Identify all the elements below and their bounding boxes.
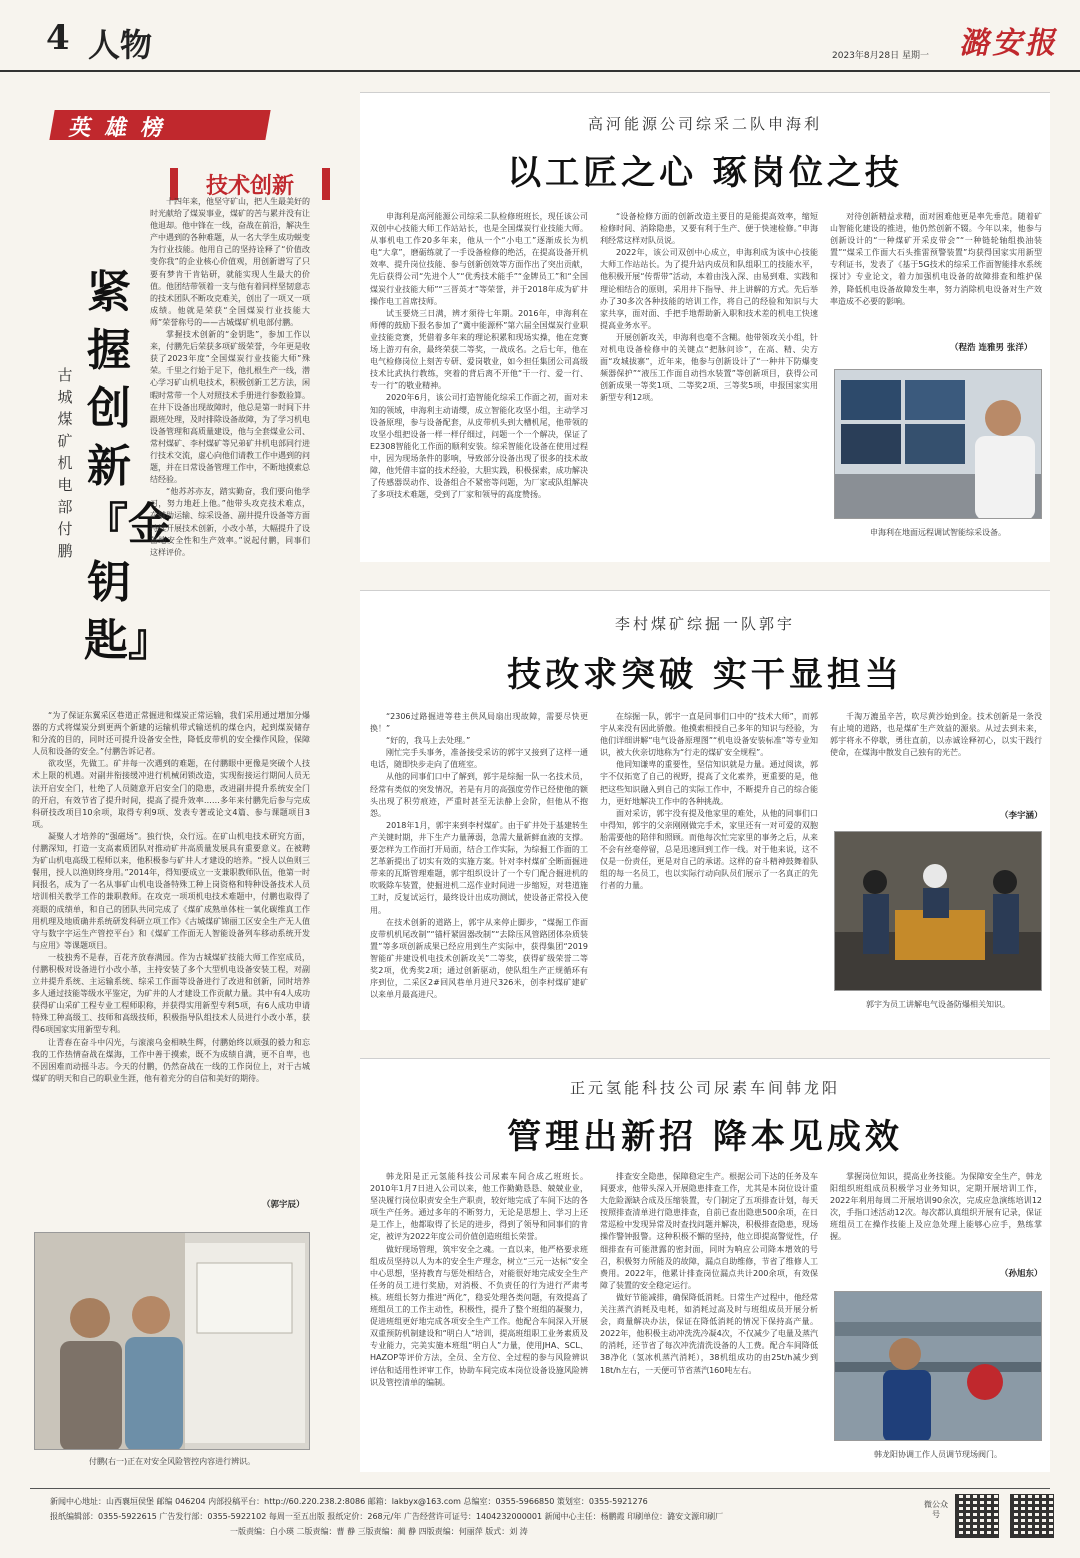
story-2-caption: 郭宇为员工讲解电气设备防爆相关知识。: [866, 1000, 1010, 1009]
story-2-col-2: [600, 711, 818, 1021]
paragraph: 掌握技术创新的“金钥匙”，参加工作以来，付鹏先后荣获多项矿级荣誉，今年更是收获了2023年度“全国煤炭行业技能大师”殊荣。千里之行始于足下，他扎根生产一线，潜心学习矿山机电技术，积极创新工艺方法，闲暇时常带一个人对照技术手册进行参数验算。在井下设备出现故障时，他总是第一时间下井跟班处理，及时排除设备故障，为了学习机电设备管理和高质量建设，他与全套煤业公司、常村煤矿、李村煤矿等兄弟矿井机电部同行进行技术交流，虚心向他们请教工作中遇到的问题，并在日常设备管理工作中，不断地摸索总结经验。: [150, 330, 310, 485]
left-story-photo: [34, 1232, 310, 1450]
newspaper-logo: 潞安报: [957, 26, 1064, 61]
story-2-subtitle: 李村煤矿综掘一队郭宇: [614, 615, 795, 633]
left-story-subtitle: 古城煤矿机电部付鹏: [57, 366, 73, 560]
story-3-col-1: [370, 1171, 588, 1467]
paragraph: 刚忙完手头事务，准备接受采访的郭宇又接到了这样一通电话，随即快步走向了值班室。: [370, 748, 588, 770]
paragraph: 一枝独秀不是春，百花齐放春满园。作为古城煤矿技能大师工作室成员，付鹏积极对设备进行小改小革，主持安装了多个大型机电设备安装工程，对副立井提升系统、主运输系统、综采工作面等设备进行了改进和创新，同时培养多人通过技能等级水平鉴定，为矿井的人才建设工作贡献力量。其中有4人成功获得矿山采矿工程专业工程师职称，并获得实用新型专利5项，有6人成功申请特殊工种高级工、技师和高级技师，积极指导队组技术人员进行小改小革，获得6项国家实用新型专利。: [32, 952, 310, 1035]
paragraph: 在综掘一队，郭宇一直是同事们口中的“技术大师”，而郭宇从来没有因此骄傲。他摸索相授自己多年的知识与经验，为他们详细讲解“电气设备原理图”“机电设备安装标准”等专业知识，被大伙亲切地称为“行走的煤矿安全规程”。: [600, 712, 818, 758]
paragraph: 掌握岗位知识，提高业务技能。为保障安全生产，韩龙阳组织班组成员积极学习业务知识，定期开展培训工作，2022年利用每周二开展培训90余次，完成应急演练培训12次，手指口述活动12次。每次都认真组织开展有记录，保证班组员工在操作技能上及应急处理上能够心应手，熟练掌握。: [830, 1172, 1042, 1242]
paragraph: “2306过路掘进等巷主供风局扇出现故障，需要尽快更换！”: [370, 712, 588, 734]
paragraph: “他苏苏亦友，踏实勤奋，我们要向他学习，努力地赶上他。”他带头攻克技术难点，在辅助运输、综采设备、副井提升设备等方面持续开展技术创新，小改小革，大幅提升了设备地安全性和生产效率。”说起付鹏，同事们这样评价。: [150, 487, 310, 557]
story-2-byline: （李宇涵）: [1000, 811, 1043, 821]
masthead: [0, 0, 1080, 72]
paragraph: 千淘万漉虽辛苦，吹尽黄沙始到金。技术创新是一条没有止境的道路，也是煤矿生产效益的源泉。从过去到未来，郭宇将永不停歇，勇往直前，以赤诚诠释初心，以实干践行使命，在煤海中散发自己独有的光芒。: [830, 712, 1042, 758]
qr-label: 微公众号: [924, 1500, 948, 1519]
story-3-subtitle: 正元氢能科技公司尿素车间韩龙阳: [569, 1079, 840, 1097]
category-label: 技术创新: [170, 168, 330, 200]
paragraph: 韩龙阳是正元氢能科技公司尿素车间合成乙班班长。2010年1月7日进入公司以来，他工作勤勤恳恳、兢兢业业，坚决履行岗位职责安全生产职责，较好地完成了车间下达的各项生产任务。通过多年的不断努力，无论是思想上、学习上还是工作上，他都取得了长足的进步，得到了领导和同事们的肯定，被评为2022年度公司价值创造班组长荣誉。: [370, 1172, 588, 1242]
paragraph: 欲攻坚，先做工。矿井每一次遇到的难题，在付鹏眼中更像是突破个人技术上限的机遇。对副井衔接缓冲进行机械闭锁改造，实现衔接运行期间人员无法开启安全门，杜绝了人员随意开启安全门的隐患，改进副井提升系统安全门的开启，有效节省了提升时间，提高了提升效率……多年来付鹏先后参与完成科研技改项目10余项，取得专利9项、发表专著或论文4篇、参与课题项目3项。: [32, 759, 310, 829]
photo-workshop-training: [835, 832, 1042, 991]
paragraph: 开展创新攻关，申海利也毫不含糊。他带领攻关小组，针对机电设备检修中的关键点“把脉问诊”，在高、精、尖方面“攻城拔寨”，近年来，他参与创新设计了“一种井下防爆变频器保护”“液压工作面自动挡水装置”等创新项目，获得公司创新成果一等奖1项、二等奖2项、三等奖5项，申报国家实用新型专利12项。: [600, 332, 818, 403]
photo-two-men-at-board: [35, 1233, 310, 1450]
photo-control-room: [835, 370, 1042, 519]
story-3-caption: 韩龙阳协调工作人员调节现场阀门。: [874, 1450, 1002, 1459]
paragraph: 对待创新精益求精，面对困难他更是率先垂范。随着矿山智能化建设的推进，他仍然创新不辍。今年以来，他参与创新设计的“一种煤矿开采皮带会”“一种链轮轴组换油装置”“煤采工作面大石头推雷预警装置”均获得国家实用新型专利证书，发表了《基于5G技术的综采工作面智能排水系统探讨》专业论文，着力加强机电设备的故障排查和维护保养，降低机电设备故障发生率，努力消除机电设备对生产效率造成不必要的影响。: [830, 212, 1042, 306]
paragraph: “设备检修方面的创新改造主要目的是能提高效率，缩短检修时间、消除隐患，又要有利于生产、便于快速检修。”申海利经常这样对队员说。: [600, 212, 818, 246]
story-2-title: 技改求突破 实干显担当: [507, 655, 903, 695]
story-2-photo: [834, 831, 1042, 991]
paragraph: 做好现场管理，筑牢安全之魂。一直以来，他严格要求班组成员坚持以人为本的安全生产理念，树立“三元一达标”安全中心思想，坚持教育与惩处相结合，对能很好地完成安全生产任务的员工进行奖励，对消极、不负责任的行为进行严肃考核。班组长努力推进“两化”，稳妥处理各类问题，有效提高了班组员工的工作主动性，积极性，提升了整个班组的凝聚力，促进班组更好地完成各项安全生产工作。他配合车间深入开展双重预防机制建设和“明白人”培训，提高班组职工业务素质及专业能力，完美实施本班组“明白人”力量，使用JHA、SCL、HAZOP等评价方法，全员、全方位、全过程的参与风险辨识评估和适用性评审工作，协助车间完成本岗位设备设施风险辨识及管控清单的编制。: [370, 1244, 588, 1387]
story-1-title: 以工匠之心 琢岗位之技: [507, 153, 903, 193]
paragraph: 面对采访，郭宇没有提及他家里的难处，从他的同事们口中得知，郭宇的父亲刚刚做完手术，家里还有一对可爱的双胞胎需要他的陪伴和照顾。而他每次忙完家里的事务之后，从来不会有丝毫停留，总是迅速回到工作一线。对于他来说，这不仅是一份责任，更是对自己的承诺。这样的奋斗精神鼓舞着队组的每一名员工，也以实际行动向队员们展示了一名真正的先行者的力量。: [600, 808, 818, 891]
story-1-col-2: [600, 211, 818, 551]
story-3-panel: [360, 1058, 1050, 1472]
paragraph: 申海利是高河能源公司综采二队检修班班长，现任该公司双创中心技能大师工作站站长，也是全国煤炭行业技能大师。从事机电工作20多年来，他从一个“小电工”逐渐成长为机电“大拿”，磨砺练就了一手设备检修的绝活，在提高设备开机效率、提升岗位技能、参与创新创效等方面作出了突出贡献，先后获得公司“先进个人”“优秀技术能手”“金牌员工”和“全国煤炭行业技能大师”“三晋英才”等荣誉，并于2018年成为矿井操作电工首席技师。: [370, 212, 588, 306]
left-story-caption: 付鹏(右一)正在对安全风险管控内容进行辨识。: [88, 1457, 256, 1466]
paragraph: 排查安全隐患，保障稳定生产。根据公司下达的任务及车间要求，他带头深入开展隐患排查工作，尤其是本岗位设计重大危险源缺合成及压缩装置，专门制定了五项排查计划，每天按照排查清单进行隐患排查，自前已查出隐患500余项，在日常巡检中发现异常及时查找问题并解决，积极排查隐患，现场操作警钟报警。这种积极不懈的坚持，他立即提高警觉性，仔细排查有可能泄露的密封面，同时为响应公司降本增效的号召，积极努力所能及的故障，漏点自助维修，节省了维修人工费用。2022年，他累计排查岗位漏点共计200余项，有效保障了装置的安全稳定运行。: [600, 1172, 818, 1290]
paragraph: 让青春在奋斗中闪光，与滚滚乌金相映生辉，付鹏始终以顽强的毅力和忘我的工作热情奋战在煤海，工作中善于摸索，既不为成绩自满，更不自卑，也不因困难而动摇斗志。今天的付鹏，仍然奋战在一线的工作岗位上，对于古城煤矿的明天和自己的职业生涯，他有着充分的自信和美好的期待。: [32, 1037, 310, 1083]
story-3-byline: （孙旭东）: [1000, 1269, 1043, 1279]
paragraph: 试玉要烧三日满，辨才须待七年期。2016年，申海利在师傅的鼓励下报名参加了“冀中能源杯”第六届全国煤炭行业职业技能竞赛，凭借着多年来的理论积累和现场实操，他在竞赛场上游刃有余，最终荣获二等奖，一战成名。之后七年，他在电气检修岗位上刻苦专研、爱岗敬业，如今担任集团公司高级技术比武执行教练，突着的背后离不开他“干一行、爱一行、专一行”的敬业精神。: [370, 308, 588, 391]
qr-code-icon: [955, 1494, 999, 1538]
page-number: 4: [46, 18, 70, 58]
story-1-byline: （程浩 连雅男 张洋）: [950, 343, 1033, 353]
story-1-photo: [834, 369, 1042, 519]
story-2-col-3: [830, 711, 1042, 809]
paragraph: “为了保证东翼采区巷道正常掘进和煤炭正常运输，我们采用通过增加分爆器的方式将煤炭分到更两个新建的运输机带式输送机的煤仓内，起到煤炭储存和分流的目的，同时还可提升设备安全性，降低皮带机的安全操作风险，保障人员和设备的安全。”付鹏告诉记者。: [32, 711, 310, 757]
story-1-panel: [360, 92, 1050, 562]
footer-line-3: 一版责编：白小瑛 二版责编：曹 静 三版责编：蔺 静 四版责编：何丽萍 版式：刘 涛: [230, 1527, 528, 1536]
left-story-body-top: [150, 196, 310, 706]
paragraph: 2022年，该公司双创中心成立，申海利成为该中心技能大师工作站站长。为了提升站内成员和队组职工的技能水平，他积极开展“传帮带”活动，本着由浅入深、由易到难、实践和理论相结合的原则，采用井下指导、井上讲解的方式。先后举办了30多次各种技能的培训工作，将自己的经验和知识与大家共享，面对面、手把手地帮助新入职和技术差的机电工快速提高业务水平。: [600, 248, 818, 330]
paragraph: 从他的同事们口中了解到，郭宇是综掘一队一名技术员，经常有类似的突发情况，若是有月的高强度劳作已经使他的额头出现了积劳痕迹，严重时甚至无法静上会阶，但他从不抱怨。: [370, 772, 588, 818]
qr-code-icon: [1010, 1494, 1054, 1538]
story-1-col-1: [370, 211, 588, 551]
paragraph: 他同知谦卑的重要性，坚信知识就是力量。通过阅读，郭宇不仅拓宽了自己的视野，提高了文化素养，更重要的是，他把这些知识融入到自己的实际工作中，不断提升自己的综合能力，更好地解决工作中的各种挑战。: [600, 760, 818, 806]
story-2-panel: [360, 590, 1050, 1030]
story-3-col-2: [600, 1171, 818, 1467]
left-story-body-bottom: [32, 710, 310, 1210]
footer-line-1: 新闻中心地址：山西襄垣侯堡 邮编 046204 内部投稿平台：http://60.220.238.2:8086 邮箱：lakbyx@163.com 总编室：0355-5966850 策划室：0355-5921276: [50, 1497, 648, 1506]
left-story-title: 紧握创新『金钥匙』: [84, 267, 172, 666]
story-1-col-3: [830, 211, 1042, 351]
left-story-byline: （郭宇辰）: [262, 1200, 305, 1210]
story-3-title: 管理出新招 降本见成效: [507, 1117, 903, 1157]
paragraph: 做好节能减排，确保降低消耗。日常生产过程中，他经常关注蒸汽消耗及电耗，如消耗过高及时与班组成员开展分析会，商量解决办法，保证在降低消耗的情况下保持高产量。2022年，他积极主动冲洗洗冷凝4次，不仅减少了电量及蒸汽的消耗，还节省了每次冲洗清洗设备的人工费。配合车间降低38净化（氢冰机蒸汽消耗），38机组成功的由25t/h减少到18t/h左右，一天便可节省蒸汽160吨左右。: [600, 1292, 818, 1375]
footer-divider: [30, 1488, 1050, 1489]
paragraph: 2018年1月，郭宇来到李村煤矿。由于矿井处于基建转生产关键时期，井下生产力量薄弱，急需大量新鲜血液的支撑。要怎样为工作面打开局面，结合工作实际，为综掘工作面的工艺革新提出了切实有效的实施方案。针对李村煤矿全断面掘进带来的瓦斯管理难题，郭宇组织设计了一个专门配合掘进机的吹吸除车装置，使掘进机二巡作业时间进一步缩短，对巷道施工时，反复试运行，最终设计出成功测试，使设备正常投入使用。: [370, 820, 588, 915]
story-2-col-1: [370, 711, 588, 1021]
issue-date: 2023年8月28日 星期一: [832, 51, 929, 61]
photo-valve-adjustment: [835, 1292, 1042, 1441]
column-tag: 英雄榜: [49, 110, 270, 140]
story-3-col-3: [830, 1171, 1042, 1281]
paragraph: 2020年6月，该公司打造智能化综采工作面之初，面对未知的领域，申海利主动请缨，成立智能化攻坚小组，主动学习设备原理，参与设备配套，从皮带机头到大槽机尾，他带领的攻坚小组把设备一样一样仔细过，问题一个一个解决，保证了E2308智能化工作面的顺利安装。综采智能化设备在使用过程中，因为现场条件的影响，导致部分设备出现了很多的技术故障，他凭借丰富的技术经验，大胆实践，积极探索，成功解决了传感器误动作、设备组合不紧密等问题，为厂家或队组解决了多项技术难题，受到了厂家和领导的高度赞扬。: [370, 393, 588, 500]
paragraph: “好的，我马上去处理。”: [386, 736, 471, 746]
story-1-subtitle: 高河能源公司综采二队申海利: [587, 115, 822, 133]
section-title: 人物: [88, 26, 153, 64]
story-1-caption: 申海利在地面远程调试智能综采设备。: [870, 528, 1006, 537]
paragraph: 凝聚人才培养的“强磁场”。独行快，众行远。在矿山机电技术研究方面，付鹏深知，打造一支高素质团队对推动矿井高质量发展具有重要意义。在被聘为矿山机电高级工程师以来，他积极参与矿井人才建设的培养。“授人以鱼则三餐用，授人以渔则终身用。”2014年，得知要成立一支兼职教师队伍，他第一时间报名，成为了一名从事矿山机电设备特殊工种上岗资格和特种设备技术人员培训相关教学工作的兼职教师。在攻克一项项机电技术难题中，付鹏也取得了亮眼的成绩单，和自己的团队共同完成了《煤矿成熟单体柱一氧化碳维真工作用机理及地质确井系统研发科研立项工作》《古城煤矿锦丽工区安全生产无人值守与数字字运生产管控平台》和《煤矿工作面无人智能设备列车移动系统开发与应用》等课题项目。: [32, 831, 310, 950]
paragraph: 在技术创新的道路上，郭宇从来停止脚步，“煤掘工作面皮带机机尾改制”“锚杆紧固器改制”“去除压风管路团体杂质装置”等多项创新成果已经应用到生产实际中，获得集团“2019智能矿井建设机电技术创新攻关”二等奖，获得矿级荣誉二等奖2项，优秀奖2项；通过创新驱动，使队组生产正规循环有序到位，二采区2#回风巷单月进尺326米，创李村煤矿建矿以来单月最高进尺。: [370, 917, 588, 1000]
footer-line-2: 报纸编辑部：0355-5922615 广告发行部：0355-5922102 每周一至五出版 报纸定价：268元/年 广告经营许可证号：1404232000001 新闻中心主任：杨鹏霞 印刷单位：潞安文源印刷厂: [50, 1512, 724, 1521]
story-3-photo: [834, 1291, 1042, 1441]
paragraph: 十四年来，他坚守矿山，把人生最美好的时光献给了煤炭事业，煤矿的苦与累并没有让他退却。他中锋在一线，奋战在前沿，解决生产中遇到的各种难题，从一名大学生成功蜕变为行业技能。他用自己的坚持诠释了“价值改变你我”的企业核心价值观，用创新谱写了只要有梦肯干肯钻研，就能实现人生最大的价值。他团结带领着一支与他有着同样坚韧意志的技术团队不断攻克难关，创出了一项又一项成绩。他就是荣获“全国煤炭行业技能大师”荣誉称号的——古城煤矿机电部付鹏。: [150, 197, 310, 327]
